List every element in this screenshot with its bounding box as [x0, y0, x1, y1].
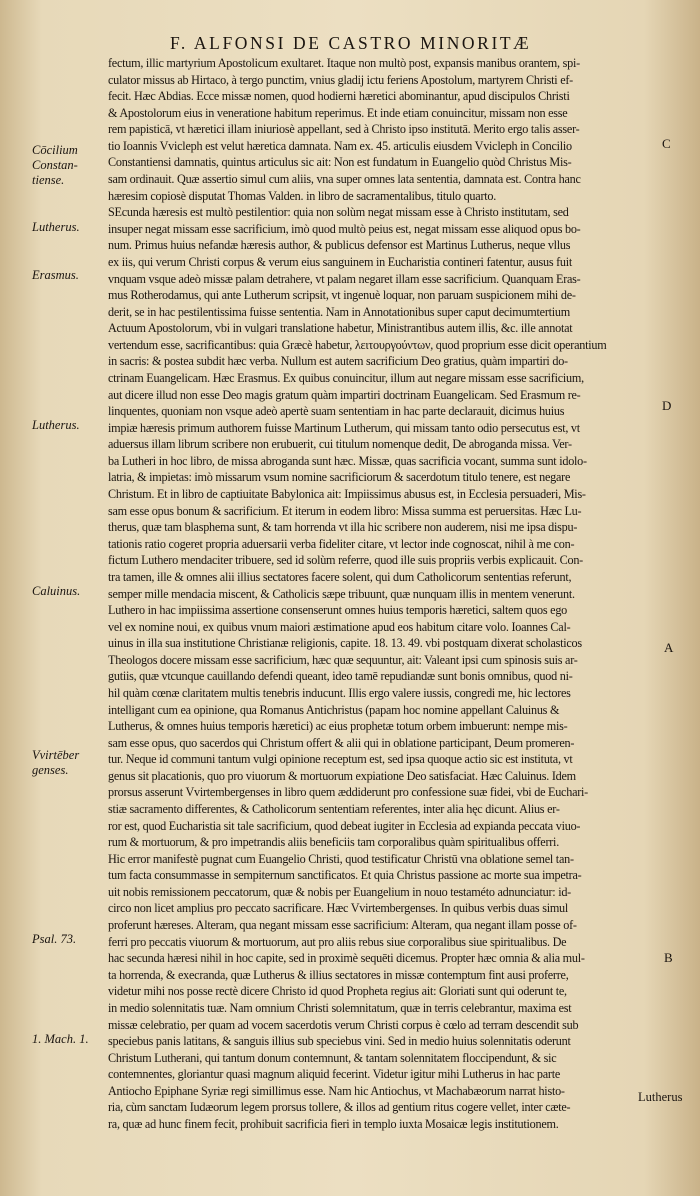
margin-note-erasmus: Erasmus.	[32, 268, 79, 282]
text-line: intelligant cum ea opinione, qua Romanus Antichristus (papam hoc nomine appellant Caluinus &	[108, 702, 560, 717]
text-line: Hic error manifestè pugnat cum Euangelio Christi, quod testificatur Christū vna oblatione semel tan-	[108, 851, 574, 866]
text-line: speciebus panis latitans, & sanguis illius sub speciebus vini. Sed in medio huius solennitatis oderunt	[108, 1034, 571, 1049]
text-line: vnquam vsque adeò missæ palam detrahere, vt palam negaret illam esse sacrificium. Quanquam Eras-	[108, 271, 581, 286]
margin-note-concilium: Cōcilium Constan- tiense.	[32, 143, 78, 187]
text-line: Luthero in hac impiissima assertione consenserunt omnes huius temporis hæretici, saltem quos ego	[108, 603, 568, 618]
text-line: hac secunda hæresi nihil in hoc capite, sed in proximè sequēti dicemus. Propter hæc omnia & alia mul-	[108, 951, 585, 966]
text-line: fictum Luthero mendaciter tribuere, sed id solùm referre, quod ille suis propriis verbis explicauit. Con-	[108, 553, 583, 568]
text-line: ferri pro peccatis viuorum & mortuorum, aut pro aliis rebus siue corporalibus siue spiritualibus. De	[108, 934, 567, 949]
text-line: tationis ratio cogeret propria aduersarii verba fideliter citare, vt lector inde cognoscat, nihil à me con-	[108, 536, 575, 551]
text-line: in sacris: & postea subdit hæc verba. Nullum est autem sacrificium Deo gratius, quàm impartiri do-	[108, 354, 568, 369]
text-line: impiæ hæresis primum authorem fuisse Martinum Lutherum, qui missam tanto odio persecutus est, vt	[108, 420, 580, 435]
text-line: aut dicere illud non esse Deo magis gratum quàm impartiri doctrinam Euangelicam. Sed Erasmum re-	[108, 387, 581, 402]
text-line: derit, se in hac pestilentissima fuisse sententia. Nam in Annotationibus super caput decimumtertium	[108, 304, 570, 319]
margin-note-caluinus: Caluinus.	[32, 584, 81, 598]
section-letter-c: C	[662, 136, 671, 151]
text-line: gutiis, quæ vtcunque cauillando defendi queant, ideo tamē repudiandæ sunt bonis omnibus, quod ni-	[108, 669, 573, 684]
margin-note-machabees: 1. Mach. 1.	[32, 1032, 89, 1046]
section-letter-a: A	[664, 640, 674, 655]
text-line: Christum. Et in libro de captiuitate Babylonica ait: Impiissimus abusus est, in Ecclesia persuaderi, Mis-	[108, 487, 586, 502]
text-line: aduersus illam librum scribere non erubuerit, cui titulum nomenque dedit, De abroganda missa. Ver-	[108, 437, 572, 452]
text-line: stiæ sacramento differentes, & Catholicorum sententiam referentes, inter alia hęc dicunt. Alius er-	[108, 802, 560, 817]
text-line: therus, quæ tam blasphema sunt, & tam horrenda vt illa hic scribere non auderem, nisi me ipsa dispu-	[108, 520, 578, 535]
text-line: videtur mihi nos posse rectè dicere Christo id quod Propheta regius ait: Gloriati sunt qui oderunt te,	[108, 984, 567, 999]
text-line: in medio solennitatis tuæ. Nam omnium Christi solemnitatum, quæ in terris celebrantur, maxima est	[108, 1000, 572, 1015]
text-line: Christum Lutherani, qui tantum donum contemnunt, & tantam solennitatem floccipendunt, & sic	[108, 1050, 557, 1065]
text-line: tra tamen, ille & omnes alii illius sectatores facere solent, qui dum Catholicorum sententias referunt,	[108, 569, 572, 584]
margin-note-lutherus-1: Lutherus.	[32, 220, 80, 234]
running-header: F. ALFONSI DE CASTRO MINORITÆ	[170, 33, 532, 53]
text-line: vel ex nomine noui, ex quibus vnum maiori æstimatione apud eos habitum citare volo. Ioannes Cal-	[108, 619, 571, 634]
text-line: hil quàm cœnæ claritatem multis tenebris inducunt. Illis ergo valere iussis, congredi me, hic lectores	[108, 685, 571, 700]
text-line: SEcunda hæresis est multò pestilentior: quia non solùm negat missam esse à Christo institutam, sed	[108, 205, 569, 220]
text-line: ba Lutheri in hoc libro, de missa abroganda sunt hæc. Missæ, quas sacrificia vocant, summa sunt idolo-	[108, 453, 587, 468]
main-text	[108, 55, 688, 1133]
text-line: tur. Neque id communi tantum vulgi opinione receptum est, sed ipsa quoque actio sic est instituta, vt	[108, 752, 573, 767]
catchword: Lutherus	[638, 1090, 683, 1104]
text-line: rum & mortuorum, & pro impetrandis aliis beneficiis tam corporalibus quàm spiritualibus offerri.	[108, 835, 559, 850]
text-line: fecit. Hæc Abdias. Ecce missæ nomen, quod hodierni hæretici abominantur, apud discipulos Christi	[108, 89, 570, 104]
section-letter-d: D	[662, 398, 672, 413]
text-line: Antiocho Epiphane Syriæ regi simillimus esse. Nam hic Antiochus, vt Machabæorum narrat histo-	[108, 1083, 565, 1098]
text-line: Lutherus, & omnes huius temporis hæretici) ac eius prophetæ totum orbem imbuerunt: nempe mis-	[108, 719, 568, 734]
text-line: sam esse opus bonum & sacrificium. Et iterum in eodem libro: Missa summa est peruersitas. Hæc Lu-	[108, 503, 582, 518]
text-line: uinus in illa sua institutione Christianæ religionis, capite. 18. 13. 49. vbi postquam dixerat scholasticos	[108, 636, 582, 651]
text-line: prorsus asserunt Vvirtembergenses in libro quem æddiderunt pro confessione suæ fidei, vbi de Euchari-	[108, 785, 588, 800]
margin-note-psalm: Psal. 73.	[32, 932, 77, 946]
text-line: vertendum esse, sacrificantibus: quia Græcè habetur, λειτουργούντων, quod proprium esse dicit operantium	[108, 337, 607, 352]
text-line: ta horrenda, & execranda, quæ Lutherus & illius sectatores in missæ contemptum fint ausi proferre,	[108, 967, 569, 982]
text-line: ria, cùm sanctam Iudæorum legem prorsus tollere, & illos ad gentium ritus cogere vellet, inter cæte-	[108, 1100, 571, 1115]
text-line: Theologos docere missam esse sacrificium, hæc quæ sequuntur, ait: Valeant ipsi cum spinosis suis ar-	[108, 652, 578, 667]
text-line: sam esse opus, quo sacerdos qui Christum offert & alii qui in oblatione participant, Deum promeren-	[108, 735, 575, 750]
text-line: circo non licet amplius pro peccato sacrificare. Hæc Vvirtembergenses. In quibus verbis duas simul	[108, 901, 569, 916]
text-line: ra, quæ ad hunc finem fecit, prohibuit sacrificia fieri in templo iuxta Mosaicæ legis institutionem.	[108, 1117, 559, 1131]
text-line: missæ celebratio, per quam ad vocem sacerdotis verum Christi corpus è cœlo ad terram descendit sub	[108, 1017, 579, 1032]
text-line: mus Rotherodamus, qui ante Lutherum scripsit, vt ingenuè loquar, non paruam suspicionem mihi de-	[108, 288, 576, 303]
text-line: fectum, illic martyrium Apostolicum exultaret. Itaque non multò post, expansis manibus orantem, spi-	[108, 56, 580, 70]
margin-note-vvirtembergenses: Vvirtēber genses.	[32, 748, 80, 777]
text-line: culator missus ab Hirtaco, à tergo punctim, vnius gladij ictu feriens Apostolum, martyrem Christi ef-	[108, 72, 573, 87]
section-letter-b: B	[664, 950, 673, 965]
text-line: linquentes, quoniam non vsque adeò apertè suam sententiam in hac parte declarauit, dicimus huius	[108, 404, 565, 419]
text-line: tum facta consummasse in sempiternum sanctificatos. Et quia Christus passione ac morte sua impetra-	[108, 868, 582, 883]
text-line: num. Primus huius nefandæ hæresis author, & publicus defensor est Martinus Lutherus, neque vllus	[108, 238, 571, 253]
text-line: uit nobis remissionem peccatorum, quæ & nobis per Euangelium in nouo testaméto adnunciatur: id-	[108, 884, 571, 899]
text-line: semper mille mendacia miscent, & Catholicis sæpe tribuunt, quæ nunquam illis in mentem venerunt.	[108, 586, 575, 601]
text-line: insuper negat missam esse sacrificium, imò quod multò peius est, negat missam esse aliquod opus bo-	[108, 221, 581, 236]
margin-note-lutherus-2: Lutherus.	[32, 418, 80, 432]
text-line: ctrinam Euangelicam. Hæc Erasmus. Ex quibus conuincitur, illum aut negare missam esse sacrificium,	[108, 370, 584, 385]
text-line: genus sit placationis, quo pro viuorum & mortuorum expiatione Deo satisfaciat. Hæc Caluinus. Idem	[108, 768, 576, 783]
text-line: ex iis, qui verum Christi corpus & verum eius sanguinem in Eucharistia contineri fatentur, ausus fuit	[108, 254, 573, 269]
text-line: proferunt hæreses. Alteram, qua negant missam esse sacrificium: Alteram, qua negant illam posse of-	[108, 918, 577, 933]
text-line: ror est, quod Eucharistia sit tale sacrificium, quod debeat iugiter in Ecclesia ad expianda peccata viuo-	[108, 818, 581, 833]
text-line: & Apostolorum eius in veneratione habitum reperimus. Et inde etiam conuincitur, missam non esse	[108, 105, 568, 120]
text-line: hæresim copiosè disputat Thomas Valden. in libro de sacramentalibus, titulo quarto.	[108, 188, 497, 203]
text-line: latria, & impietas: imò missarum vsum nomine sacrificiorum & sacerdotum titulo tenere, est negare	[108, 470, 571, 485]
text-line: rem papisticā, vt hæretici illam iniuriosè appellant, sed à Christo ipso institutā. Merito ergo talis asser-	[108, 122, 580, 137]
text-line: Actuum Apostolorum, vbi in vulgari translatione habetur, Ministrantibus autem illis, &c. ille annotat	[108, 321, 573, 336]
text-line: contemnentes, gloriantur quasi magnum aliquid fecerint. Videtur igitur mihi Lutherus in hac parte	[108, 1067, 561, 1082]
text-line: Constantiensi damnatis, quintus articulus sic ait: Non est fundatum in Euangelio quòd Christus Mis-	[108, 155, 572, 170]
text-line: tio Ioannis Vvicleph est velut hæretica damnata. Nam ex. 45. articulis eiusdem Vvicleph in Concilio	[108, 138, 572, 153]
text-line: sam ordinauit. Quæ assertio simul cum aliis, vna super omnes lata sententia, damnata est. Contra hanc	[108, 172, 581, 187]
